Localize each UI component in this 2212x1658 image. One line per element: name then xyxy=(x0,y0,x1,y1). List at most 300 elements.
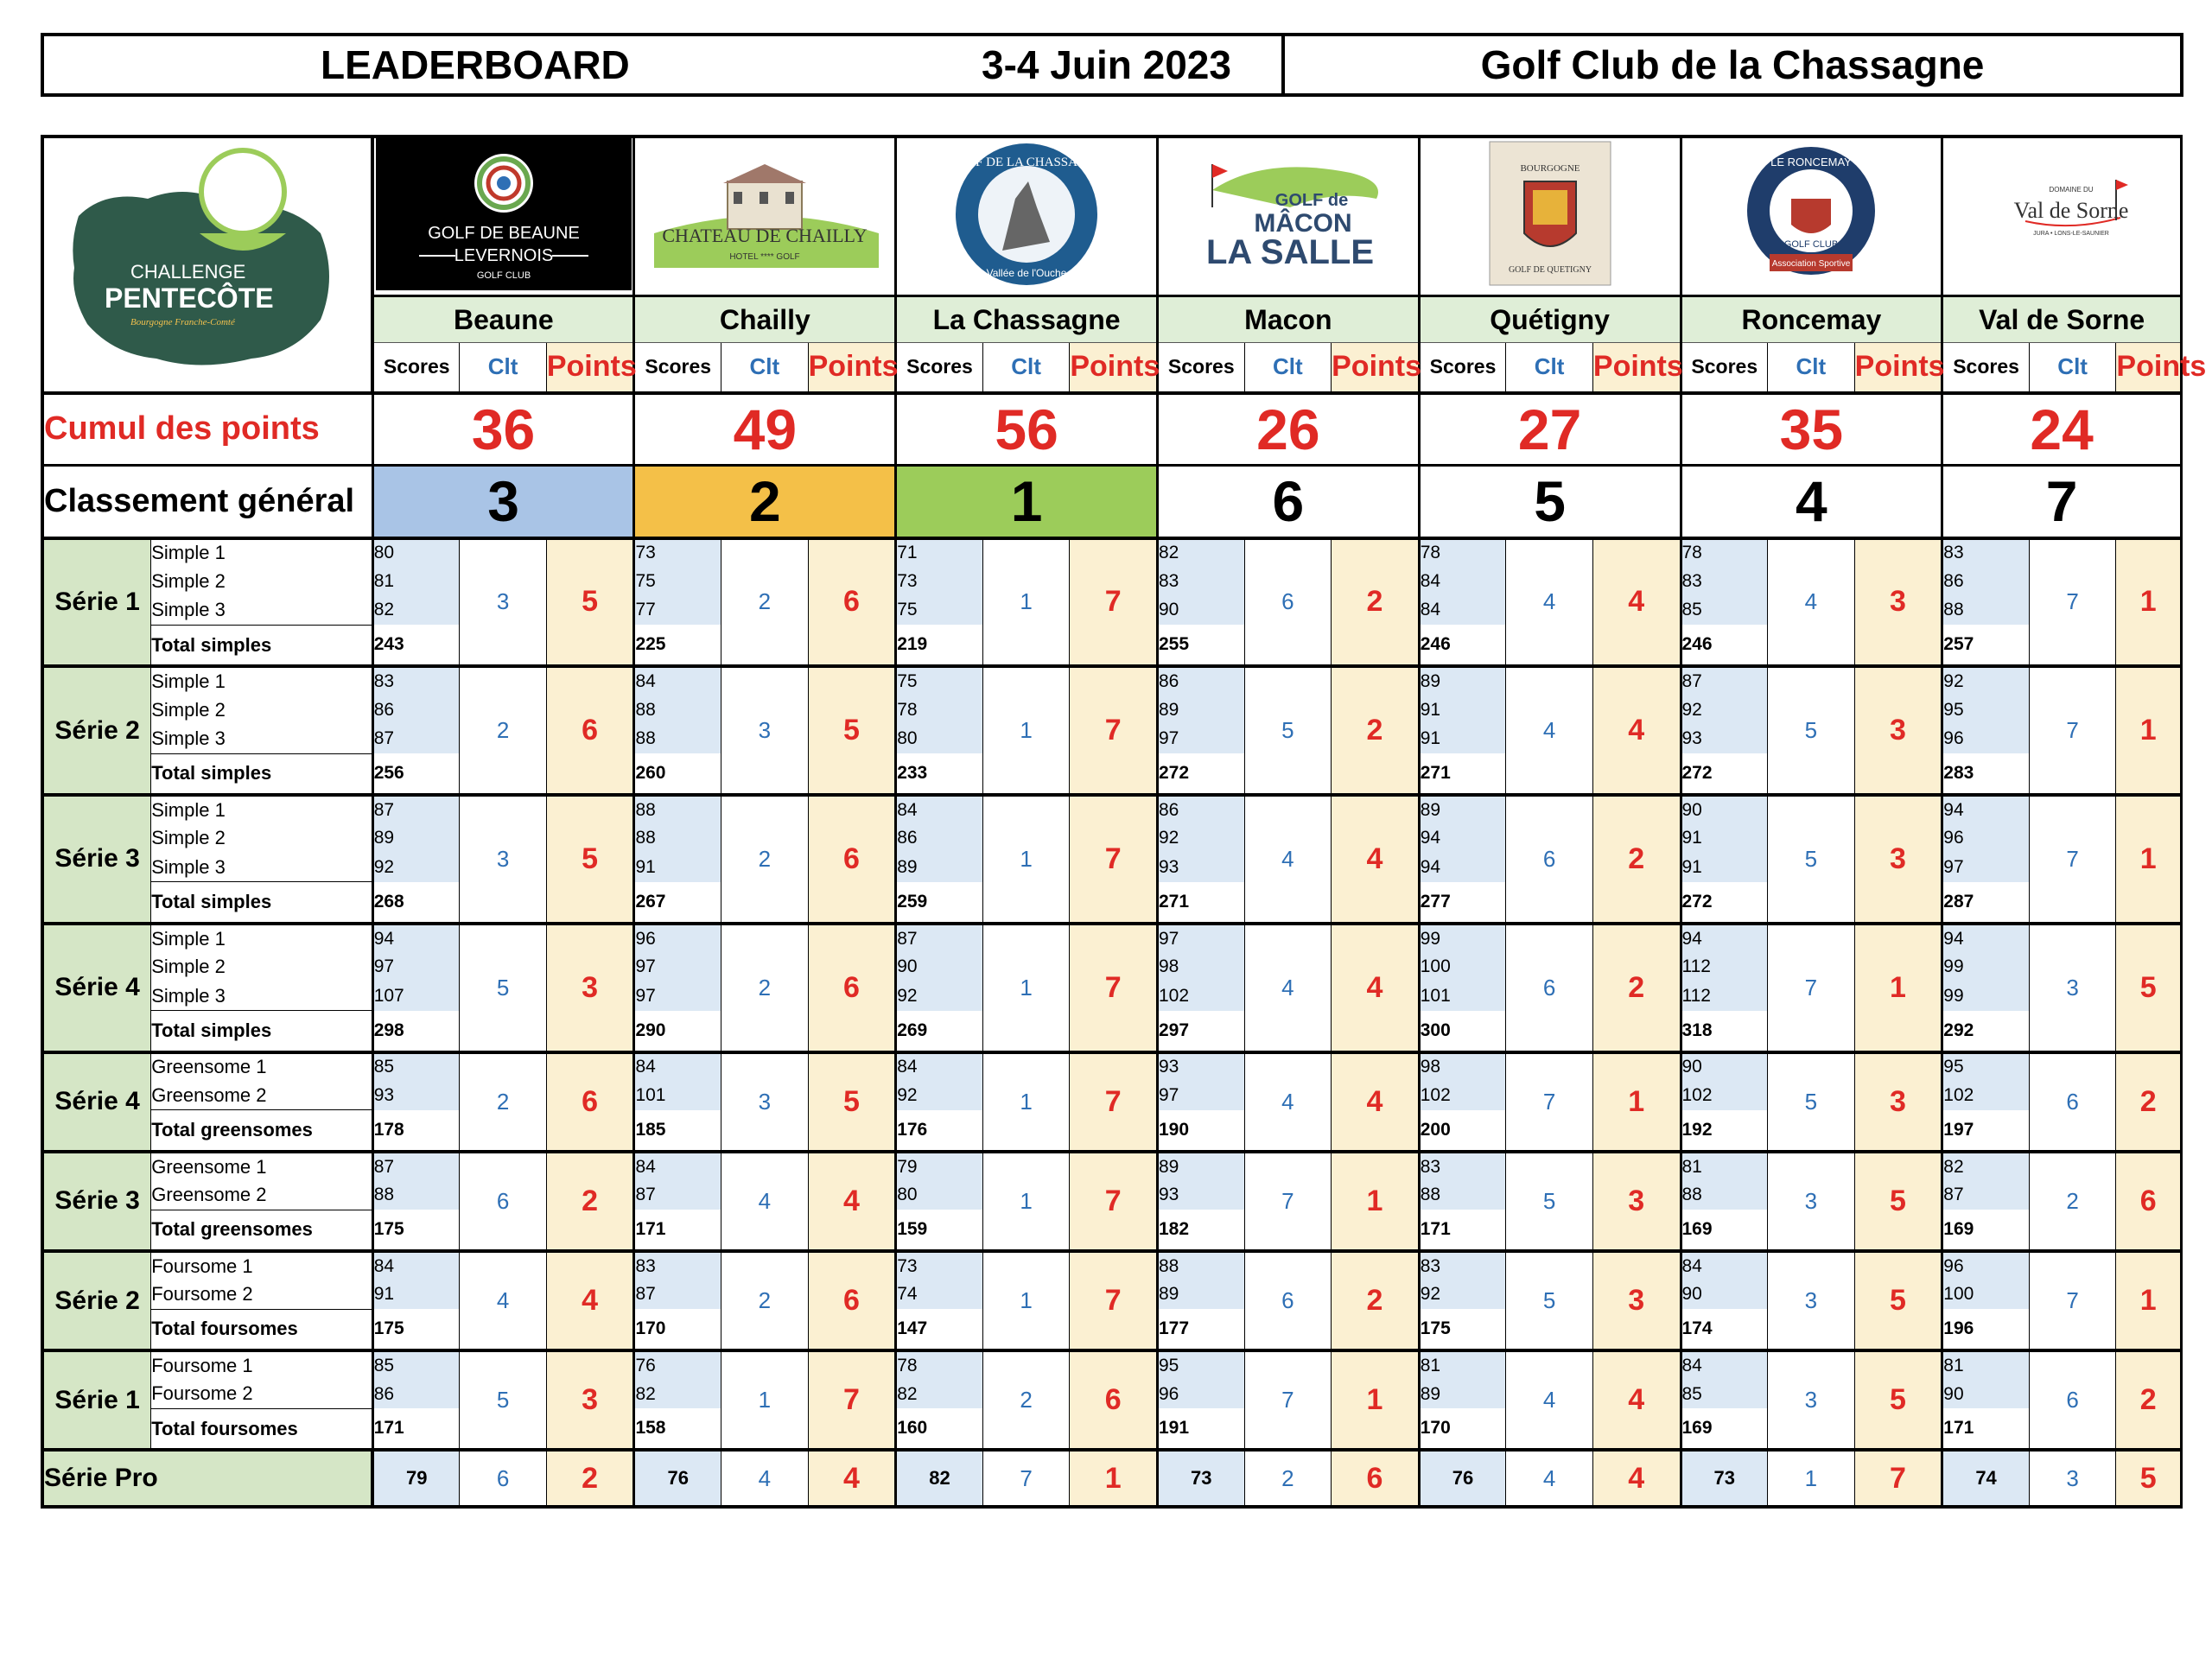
roncemay-logo xyxy=(1681,137,1942,296)
series-score-row xyxy=(42,666,2182,696)
total-score: 171 xyxy=(372,1408,460,1450)
series-label: Série 2 xyxy=(42,1251,151,1350)
total-score: 233 xyxy=(896,753,983,795)
points-cell: 2 xyxy=(1332,666,1420,795)
club-name-val-de-sorne: Val de Sorne xyxy=(1942,296,2182,343)
score-cell: 83 xyxy=(372,666,460,696)
pro-points: 5 xyxy=(2116,1450,2182,1507)
cumul-la-chassagne: 56 xyxy=(896,393,1158,466)
total-score: 174 xyxy=(1681,1309,1768,1350)
score-cell: 99 xyxy=(1419,924,1506,953)
clt-cell: 4 xyxy=(1244,924,1332,1052)
round-label: Simple 2 xyxy=(151,824,372,854)
score-cell: 95 xyxy=(1942,696,2030,725)
score-cell: 86 xyxy=(1157,795,1244,824)
classement-quetigny: 5 xyxy=(1419,466,1681,538)
clt-cell: 3 xyxy=(1768,1350,1855,1450)
score-cell: 84 xyxy=(896,795,983,824)
clt-cell: 3 xyxy=(1768,1152,1855,1251)
total-score: 300 xyxy=(1419,1011,1506,1052)
score-cell: 79 xyxy=(896,1152,983,1181)
score-cell: 88 xyxy=(634,696,721,725)
total-score: 175 xyxy=(372,1309,460,1350)
round-label: Simple 2 xyxy=(151,567,372,596)
score-cell: 97 xyxy=(372,952,460,981)
points-header: Points xyxy=(808,343,896,393)
score-cell: 93 xyxy=(1157,1052,1244,1082)
score-cell: 80 xyxy=(372,538,460,568)
clt-cell: 1 xyxy=(982,538,1070,667)
score-cell: 86 xyxy=(372,696,460,725)
cumul-macon: 26 xyxy=(1157,393,1419,466)
score-cell: 91 xyxy=(1681,824,1768,854)
classement-beaune: 3 xyxy=(372,466,634,538)
points-cell: 3 xyxy=(546,1350,634,1450)
points-cell: 3 xyxy=(1854,1052,1942,1152)
score-cell: 91 xyxy=(634,853,721,882)
score-cell: 88 xyxy=(634,795,721,824)
svg-text:GOLF CLUB: GOLF CLUB xyxy=(1784,239,1839,250)
total-label: Total simples xyxy=(151,1011,372,1052)
classement-row xyxy=(42,466,2182,538)
clt-cell: 7 xyxy=(1768,924,1855,1052)
classement-label: Classement général xyxy=(42,466,372,538)
score-cell: 91 xyxy=(372,1280,460,1310)
score-cell: 97 xyxy=(1157,1081,1244,1110)
score-cell: 91 xyxy=(1419,724,1506,753)
clt-cell: 1 xyxy=(721,1350,809,1450)
cumul-row xyxy=(42,393,2182,466)
score-cell: 83 xyxy=(1419,1251,1506,1280)
score-cell: 91 xyxy=(1681,853,1768,882)
leaderboard-title: LEADERBOARD xyxy=(321,42,630,87)
points-cell: 6 xyxy=(546,666,634,795)
score-cell: 91 xyxy=(1419,696,1506,725)
score-cell: 87 xyxy=(372,795,460,824)
total-score: 147 xyxy=(896,1309,983,1350)
score-cell: 82 xyxy=(634,1380,721,1409)
score-cell: 73 xyxy=(896,567,983,596)
cumul-beaune: 36 xyxy=(372,393,634,466)
clt-cell: 3 xyxy=(460,795,547,924)
scores-header: Scores xyxy=(1157,343,1244,393)
points-cell: 4 xyxy=(546,1251,634,1350)
points-cell: 1 xyxy=(1332,1350,1420,1450)
total-score: 175 xyxy=(1419,1309,1506,1350)
score-cell: 84 xyxy=(1419,567,1506,596)
round-label: Foursome 2 xyxy=(151,1380,372,1409)
score-cell: 92 xyxy=(1681,696,1768,725)
score-cell: 82 xyxy=(1157,538,1244,568)
score-cell: 95 xyxy=(1942,1052,2030,1082)
round-label: Foursome 2 xyxy=(151,1280,372,1310)
score-cell: 81 xyxy=(1419,1350,1506,1380)
score-cell: 81 xyxy=(1681,1152,1768,1181)
points-cell: 6 xyxy=(2116,1152,2182,1251)
score-cell: 89 xyxy=(896,853,983,882)
cumul-roncemay: 35 xyxy=(1681,393,1942,466)
pro-clt: 1 xyxy=(1768,1450,1855,1507)
points-cell: 1 xyxy=(1592,1052,1681,1152)
classement-chailly: 2 xyxy=(634,466,896,538)
classement-roncemay: 4 xyxy=(1681,466,1942,538)
clt-header: Clt xyxy=(1244,343,1332,393)
points-cell: 1 xyxy=(2116,538,2182,667)
round-label: Simple 3 xyxy=(151,981,372,1011)
points-cell: 3 xyxy=(1854,666,1942,795)
club-name-beaune: Beaune xyxy=(372,296,634,343)
score-cell: 86 xyxy=(896,824,983,854)
clt-cell: 5 xyxy=(460,924,547,1052)
points-cell: 7 xyxy=(1070,1052,1158,1152)
clt-cell: 2 xyxy=(721,538,809,667)
score-cell: 84 xyxy=(1419,596,1506,626)
clt-cell: 5 xyxy=(1506,1251,1593,1350)
points-cell: 7 xyxy=(1070,666,1158,795)
points-cell: 2 xyxy=(1592,924,1681,1052)
pro-clt: 6 xyxy=(460,1450,547,1507)
total-score: 298 xyxy=(372,1011,460,1052)
clt-cell: 7 xyxy=(2029,795,2116,924)
clt-cell: 2 xyxy=(721,924,809,1052)
pro-points: 6 xyxy=(1332,1450,1420,1507)
clt-cell: 7 xyxy=(1506,1052,1593,1152)
pro-score: 73 xyxy=(1681,1450,1768,1507)
score-cell: 94 xyxy=(372,924,460,953)
svg-text:LEVERNOIS: LEVERNOIS xyxy=(454,246,554,265)
score-cell: 89 xyxy=(1419,666,1506,696)
points-cell: 7 xyxy=(1070,924,1158,1052)
svg-text:CHALLENGE: CHALLENGE xyxy=(130,261,246,283)
total-label: Total simples xyxy=(151,882,372,924)
la-chassagne-logo xyxy=(896,137,1158,296)
points-cell: 5 xyxy=(546,795,634,924)
points-cell: 5 xyxy=(808,666,896,795)
clt-cell: 4 xyxy=(1768,538,1855,667)
score-cell: 84 xyxy=(1681,1350,1768,1380)
score-cell: 98 xyxy=(1157,952,1244,981)
svg-text:CHATEAU DE CHAILLY: CHATEAU DE CHAILLY xyxy=(662,225,868,246)
clt-cell: 4 xyxy=(1244,1052,1332,1152)
total-score: 283 xyxy=(1942,753,2030,795)
cumul-chailly: 49 xyxy=(634,393,896,466)
score-cell: 83 xyxy=(634,1251,721,1280)
score-cell: 83 xyxy=(1419,1152,1506,1181)
total-score: 260 xyxy=(634,753,721,795)
score-cell: 87 xyxy=(1681,666,1768,696)
score-cell: 93 xyxy=(372,1081,460,1110)
score-cell: 89 xyxy=(1157,696,1244,725)
total-score: 292 xyxy=(1942,1011,2030,1052)
clt-cell: 7 xyxy=(2029,1251,2116,1350)
score-cell: 96 xyxy=(1157,1380,1244,1409)
total-score: 318 xyxy=(1681,1011,1768,1052)
total-score: 219 xyxy=(896,625,983,666)
score-cell: 85 xyxy=(372,1350,460,1380)
score-cell: 102 xyxy=(1942,1081,2030,1110)
club-name-macon: Macon xyxy=(1157,296,1419,343)
points-cell: 6 xyxy=(808,538,896,667)
clt-cell: 1 xyxy=(982,666,1070,795)
score-cell: 85 xyxy=(1681,596,1768,626)
total-score: 171 xyxy=(1942,1408,2030,1450)
total-score: 175 xyxy=(372,1210,460,1251)
score-cell: 80 xyxy=(896,1180,983,1210)
leaderboard-table xyxy=(41,135,2207,1509)
pro-score: 79 xyxy=(372,1450,460,1507)
round-label: Greensome 2 xyxy=(151,1081,372,1110)
round-label: Simple 3 xyxy=(151,724,372,753)
pro-score: 74 xyxy=(1942,1450,2030,1507)
svg-text:LE RONCEMAY: LE RONCEMAY xyxy=(1770,156,1853,168)
round-label: Foursome 1 xyxy=(151,1251,372,1280)
total-score: 160 xyxy=(896,1408,983,1450)
score-cell: 101 xyxy=(634,1081,721,1110)
clt-header: Clt xyxy=(1506,343,1593,393)
points-cell: 7 xyxy=(1070,538,1158,667)
clt-cell: 4 xyxy=(1506,1350,1593,1450)
total-score: 290 xyxy=(634,1011,721,1052)
points-cell: 1 xyxy=(1854,924,1942,1052)
score-cell: 93 xyxy=(1157,853,1244,882)
points-cell: 5 xyxy=(2116,924,2182,1052)
points-cell: 4 xyxy=(1332,1052,1420,1152)
total-score: 225 xyxy=(634,625,721,666)
scores-header: Scores xyxy=(896,343,983,393)
points-cell: 2 xyxy=(1592,795,1681,924)
round-label: Greensome 2 xyxy=(151,1180,372,1210)
logo-row xyxy=(42,137,2182,296)
cumul-quetigny: 27 xyxy=(1419,393,1681,466)
total-score: 178 xyxy=(372,1110,460,1152)
club-name-roncemay: Roncemay xyxy=(1681,296,1942,343)
points-cell: 4 xyxy=(1592,538,1681,667)
series-label: Série 4 xyxy=(42,1052,151,1152)
clt-cell: 4 xyxy=(460,1251,547,1350)
points-cell: 3 xyxy=(1592,1152,1681,1251)
series-score-row xyxy=(42,795,2182,824)
score-cell: 74 xyxy=(896,1280,983,1310)
round-label: Foursome 1 xyxy=(151,1350,372,1380)
total-score: 271 xyxy=(1157,882,1244,924)
scores-header: Scores xyxy=(634,343,721,393)
pro-clt: 3 xyxy=(2029,1450,2116,1507)
clt-cell: 7 xyxy=(2029,666,2116,795)
points-cell: 5 xyxy=(546,538,634,667)
score-cell: 81 xyxy=(372,567,460,596)
score-cell: 92 xyxy=(1157,824,1244,854)
svg-text:Vallée de l'Ouche: Vallée de l'Ouche xyxy=(986,267,1067,279)
svg-text:LA SALLE: LA SALLE xyxy=(1205,233,1374,271)
total-label: Total greensomes xyxy=(151,1210,372,1251)
total-score: 158 xyxy=(634,1408,721,1450)
score-cell: 84 xyxy=(896,1052,983,1082)
header-right xyxy=(1285,36,2180,93)
points-cell: 7 xyxy=(808,1350,896,1450)
score-cell: 89 xyxy=(1419,795,1506,824)
total-score: 192 xyxy=(1681,1110,1768,1152)
points-cell: 3 xyxy=(1592,1251,1681,1350)
cumul-label: Cumul des points xyxy=(42,393,372,466)
clt-cell: 3 xyxy=(2029,924,2116,1052)
round-label: Simple 3 xyxy=(151,596,372,626)
clt-cell: 6 xyxy=(1506,924,1593,1052)
points-cell: 1 xyxy=(2116,795,2182,924)
score-cell: 82 xyxy=(896,1380,983,1409)
score-cell: 80 xyxy=(896,724,983,753)
pro-points: 4 xyxy=(808,1450,896,1507)
total-score: 272 xyxy=(1157,753,1244,795)
total-score: 259 xyxy=(896,882,983,924)
svg-text:PENTECÔTE: PENTECÔTE xyxy=(105,283,274,314)
total-score: 246 xyxy=(1419,625,1506,666)
score-cell: 98 xyxy=(1419,1052,1506,1082)
points-header: Points xyxy=(1070,343,1158,393)
clt-cell: 2 xyxy=(460,1052,547,1152)
score-cell: 94 xyxy=(1419,824,1506,854)
score-cell: 88 xyxy=(1942,596,2030,626)
points-cell: 5 xyxy=(808,1052,896,1152)
score-cell: 93 xyxy=(1157,1180,1244,1210)
score-cell: 83 xyxy=(1157,567,1244,596)
score-cell: 102 xyxy=(1681,1081,1768,1110)
total-score: 169 xyxy=(1681,1408,1768,1450)
score-cell: 88 xyxy=(1419,1180,1506,1210)
score-cell: 77 xyxy=(634,596,721,626)
points-cell: 7 xyxy=(1070,795,1158,924)
clt-cell: 6 xyxy=(1244,538,1332,667)
score-cell: 94 xyxy=(1681,924,1768,953)
svg-text:DOMAINE DU: DOMAINE DU xyxy=(2049,186,2094,194)
cumul-val-de-sorne: 24 xyxy=(1942,393,2182,466)
svg-text:GOLF DE BEAUNE: GOLF DE BEAUNE xyxy=(428,224,580,243)
score-cell: 107 xyxy=(372,981,460,1011)
clt-cell: 2 xyxy=(721,795,809,924)
series-score-row xyxy=(42,538,2182,568)
total-score: 191 xyxy=(1157,1408,1244,1450)
score-cell: 96 xyxy=(1942,1251,2030,1280)
score-cell: 78 xyxy=(896,696,983,725)
series-score-row xyxy=(42,1152,2182,1181)
total-score: 176 xyxy=(896,1110,983,1152)
clt-cell: 2 xyxy=(982,1350,1070,1450)
score-cell: 86 xyxy=(1942,567,2030,596)
score-cell: 89 xyxy=(1157,1280,1244,1310)
total-score: 182 xyxy=(1157,1210,1244,1251)
score-cell: 76 xyxy=(634,1350,721,1380)
round-label: Simple 1 xyxy=(151,924,372,953)
score-cell: 87 xyxy=(372,1152,460,1181)
score-cell: 89 xyxy=(1419,1380,1506,1409)
total-score: 159 xyxy=(896,1210,983,1251)
score-cell: 86 xyxy=(1157,666,1244,696)
clt-cell: 7 xyxy=(1244,1152,1332,1251)
score-cell: 84 xyxy=(1681,1251,1768,1280)
pro-score: 76 xyxy=(1419,1450,1506,1507)
svg-text:Val de Sorne: Val de Sorne xyxy=(2013,198,2129,223)
score-cell: 71 xyxy=(896,538,983,568)
points-cell: 5 xyxy=(1854,1350,1942,1450)
round-label: Greensome 1 xyxy=(151,1052,372,1082)
clt-header: Clt xyxy=(1768,343,1855,393)
clt-cell: 7 xyxy=(1244,1350,1332,1450)
total-label: Total simples xyxy=(151,753,372,795)
clt-header: Clt xyxy=(460,343,547,393)
points-cell: 6 xyxy=(546,1052,634,1152)
svg-text:HOTEL **** GOLF: HOTEL **** GOLF xyxy=(729,252,800,262)
classement-val-de-sorne: 7 xyxy=(1942,466,2182,538)
score-cell: 95 xyxy=(1157,1350,1244,1380)
score-cell: 90 xyxy=(1681,795,1768,824)
total-score: 272 xyxy=(1681,753,1768,795)
total-score: 257 xyxy=(1942,625,2030,666)
header-bar xyxy=(41,33,2183,97)
total-score: 243 xyxy=(372,625,460,666)
round-label: Simple 3 xyxy=(151,853,372,882)
score-cell: 84 xyxy=(634,666,721,696)
clt-cell: 1 xyxy=(982,924,1070,1052)
scores-header: Scores xyxy=(1681,343,1768,393)
pro-clt: 4 xyxy=(721,1450,809,1507)
score-cell: 96 xyxy=(1942,824,2030,854)
svg-text:MÂCON: MÂCON xyxy=(1254,209,1352,238)
round-label: Simple 1 xyxy=(151,666,372,696)
scores-header: Scores xyxy=(1942,343,2030,393)
score-cell: 97 xyxy=(1942,853,2030,882)
clt-cell: 2 xyxy=(721,1251,809,1350)
svg-text:GOLF de: GOLF de xyxy=(1274,191,1349,210)
clt-cell: 1 xyxy=(982,1251,1070,1350)
score-cell: 81 xyxy=(1942,1350,2030,1380)
total-score: 267 xyxy=(634,882,721,924)
score-cell: 90 xyxy=(1157,596,1244,626)
serie-pro-label: Série Pro xyxy=(42,1450,372,1507)
round-label: Greensome 1 xyxy=(151,1152,372,1181)
score-cell: 75 xyxy=(896,666,983,696)
beaune-logo xyxy=(372,137,634,296)
total-score: 197 xyxy=(1942,1110,2030,1152)
total-score: 269 xyxy=(896,1011,983,1052)
svg-text:GOLF CLUB: GOLF CLUB xyxy=(476,270,531,281)
clt-cell: 2 xyxy=(2029,1152,2116,1251)
score-cell: 89 xyxy=(372,824,460,854)
score-cell: 96 xyxy=(1942,724,2030,753)
score-cell: 92 xyxy=(896,1081,983,1110)
score-cell: 84 xyxy=(634,1052,721,1082)
scores-header: Scores xyxy=(1419,343,1506,393)
event-date: 3-4 Juin 2023 xyxy=(982,42,1231,87)
score-cell: 102 xyxy=(1157,981,1244,1011)
svg-text:Bourgogne Franche-Comté: Bourgogne Franche-Comté xyxy=(130,317,235,327)
score-cell: 88 xyxy=(1681,1180,1768,1210)
score-cell: 73 xyxy=(634,538,721,568)
points-cell: 6 xyxy=(808,795,896,924)
total-score: 196 xyxy=(1942,1309,2030,1350)
classement-macon: 6 xyxy=(1157,466,1419,538)
score-cell: 85 xyxy=(372,1052,460,1082)
serie-pro-row xyxy=(42,1450,2182,1507)
score-cell: 87 xyxy=(634,1180,721,1210)
score-cell: 90 xyxy=(896,952,983,981)
series-score-row xyxy=(42,1251,2182,1280)
score-cell: 83 xyxy=(1681,567,1768,596)
score-cell: 73 xyxy=(896,1251,983,1280)
points-cell: 7 xyxy=(1070,1251,1158,1350)
clt-cell: 7 xyxy=(2029,538,2116,667)
clt-cell: 5 xyxy=(1244,666,1332,795)
clt-cell: 5 xyxy=(1506,1152,1593,1251)
score-cell: 90 xyxy=(1681,1052,1768,1082)
